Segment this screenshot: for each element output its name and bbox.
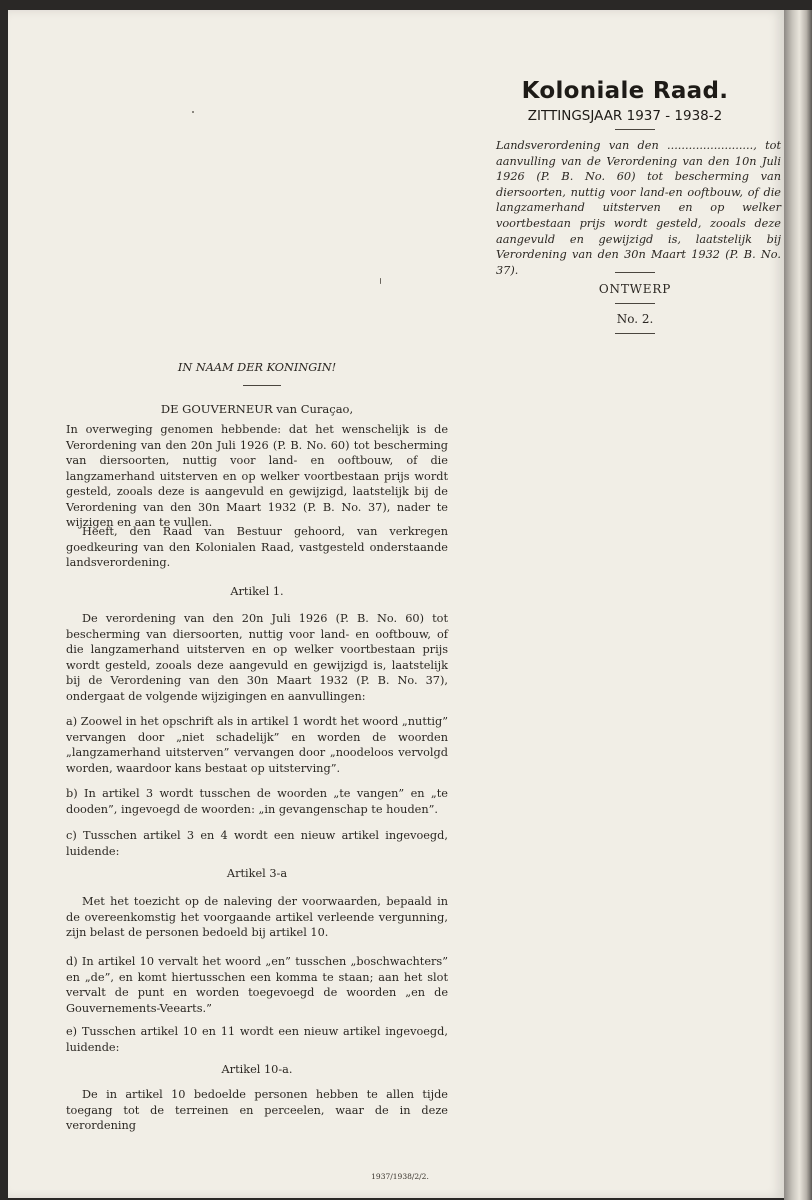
- footer-code: 1937/1938/2/2.: [371, 1172, 429, 1181]
- speck: [192, 111, 194, 113]
- invocation: IN NAAM DER KONINGIN!: [177, 361, 337, 374]
- divider: [615, 129, 655, 130]
- amendment-item: b) In artikel 3 wordt tusschen de woorden „te vangen” en „te dooden”, ingevoegd de woorden: „in gevangenschap te houden”.: [66, 787, 448, 816]
- draft-number: No. 2.: [616, 312, 654, 326]
- preamble-paragraph: In overweging genomen hebbende: dat het wenschelijk is de Verordening van den 20n Juli 1926 (P. B. No. 60) tot bescherming van diersoorten, nuttig voor land- en ooftbouw, of die langzamerhand uitsterven en op welker voortbestaan prijs wordt gesteld, zooals deze is aangevuld en gewijzigd, laatstelijk bij de Verordening van den 30n Maart 1932 (P. B. No. 37), nader te wijzigen en aan te vullen.: [66, 423, 448, 529]
- divider: [615, 272, 655, 273]
- divider: [243, 385, 281, 386]
- article-text: De in artikel 10 bedoelde personen hebben te allen tijde toegang tot de terreinen en perceelen, waar de in deze verordening: [66, 1088, 448, 1132]
- draft-label: ONTWERP: [598, 282, 672, 296]
- amendment-item: d) In artikel 10 vervalt het woord „en” tusschen „boschwachters” en „de”, en komt hiertusschen een komma te staan; aan het slot vervalt de punt en worden toegevoegd de woorden „en de Gouvernements-Veearts.”: [66, 955, 448, 1015]
- divider: [615, 333, 655, 334]
- article-text: De verordening van den 20n Juli 1926 (P. B. No. 60) tot bescherming van diersoorten, nuttig voor land- en ooftbouw, of die langzamerhand uitsterven en op welker voortbestaan prijs wordt gesteld, zooals deze aangevuld en gewijzigd is, laatstelijk bij de Verordening van den 30n Maart 1932 (P. B. No. 37), ondergaat de volgende wijzigingen en aanvullingen:: [66, 612, 448, 703]
- article-heading: Artikel 3-a: [226, 867, 288, 880]
- book-spine: [784, 10, 812, 1200]
- divider: [615, 303, 655, 304]
- session-year: ZITTINGSJAAR 1937 - 1938-2: [527, 108, 723, 124]
- ordinance-subject: Landsverordening van den ........................, tot aanvulling van de Verordening van den 10n Juli 1926 (P. B. No. 60) tot bescherming van diersoorten, nuttig voor land-en ooftbouw, of die langzamerhand uitsterven en op welker voortbestaan prijs wordt gesteld, zooals deze aangevuld en gewijzigd is, laatstelijk bij Verordening van den 30n Maart 1932 (P. B. No. 37).: [496, 139, 781, 277]
- article-text: Met het toezicht op de naleving der voorwaarden, bepaald in de overeenkomstig het voorgaande artikel verleende vergunning, zijn belast de personen bedoeld bij artikel 10.: [66, 895, 448, 939]
- article-heading: Artikel 1.: [230, 585, 284, 598]
- governor: DE GOUVERNEUR van Curaçao,: [160, 402, 354, 416]
- amendment-item: e) Tusschen artikel 10 en 11 wordt een nieuw artikel ingevoegd, luidende:: [66, 1025, 448, 1054]
- amendment-item: a) Zoowel in het opschrift als in artikel 1 wordt het woord „nuttig” vervangen door „niet schadelijk” en worden de woorden „langzamerhand uitsterven” vervangen door „noodeloos vervolgd worden, waardoor kans bestaat op uitsterving”.: [66, 715, 449, 775]
- speck: [380, 278, 381, 284]
- council-title: Koloniale Raad.: [521, 78, 729, 104]
- amendment-item: c) Tusschen artikel 3 en 4 wordt een nieuw artikel ingevoegd, luidende:: [66, 829, 448, 858]
- preamble-paragraph: Heeft, den Raad van Bestuur gehoord, van verkregen goedkeuring van den Kolonialen Raad, vastgesteld onderstaande landsverordening.: [66, 525, 448, 569]
- article-heading: Artikel 10-a.: [221, 1063, 293, 1076]
